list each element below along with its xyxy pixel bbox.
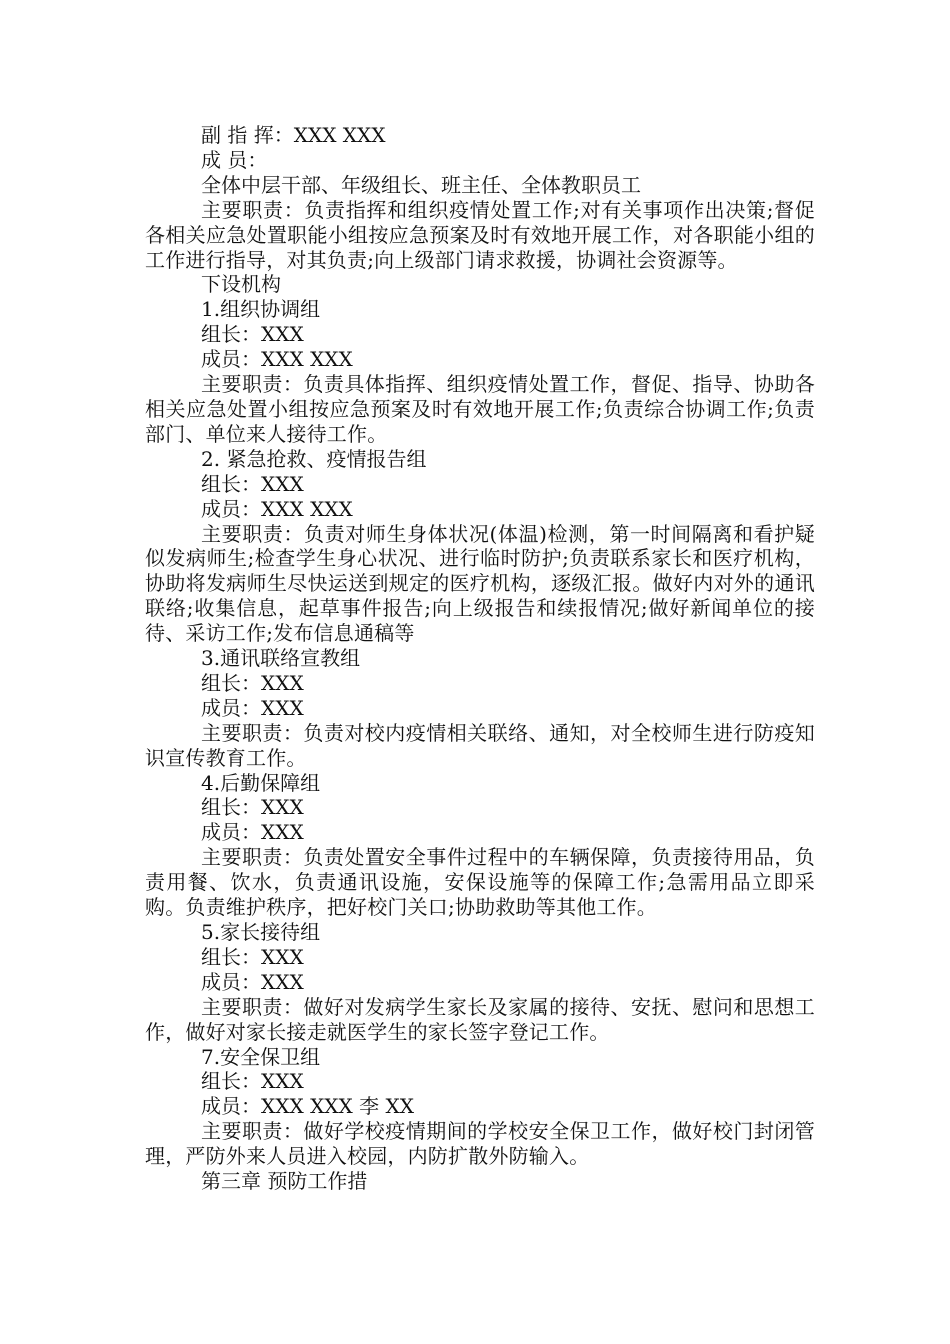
group-members: 成员：XXX: [201, 820, 304, 845]
members-label-line: 成 员：: [201, 147, 268, 172]
group-title: 2. 紧急抢救、疫情报告组: [201, 446, 427, 471]
group-duties: 主要职责：负责处置安全事件过程中的车辆保障，负责接待用品，负责用餐、饮水，负责通讯设施，安保设施等的保障工作;急需用品立即采购。负责维护秩序，把好校门关口;协助救助等其他工作。: [145, 845, 815, 920]
deputy-commander-line: 副 指 挥：XXX XXX: [201, 123, 386, 147]
chapter-heading: 第三章 预防工作措: [201, 1169, 368, 1194]
group-section: [145, 297, 815, 446]
members-list-line: 全体中层干部、年级组长、班主任、全体教职员工: [201, 172, 641, 197]
group-duties: 主要职责：负责对师生身体状况(体温)检测，第一时间隔离和看护疑似发病师生;检查学生身心状况、进行临时防护;负责联系家长和医疗机构，协助将发病师生尽快运送到规定的医疗机构，逐级汇报。做好内对外的通讯联络;收集信息，起草事件报告;向上级报告和续报情况;做好新闻单位的接待、采访工作;发布信息通稿等: [145, 521, 815, 646]
main-duties-paragraph: 主要职责：负责指挥和组织疫情处置工作;对有关事项作出决策;督促各相关应急处置职能小组按应急预案及时有效地开展工作，对各职能小组的工作进行指导，对其负责;向上级部门请求救援，协调社会资源等。: [145, 197, 815, 272]
group-section: [145, 771, 815, 920]
group-section: [145, 646, 815, 771]
group-leader: 组长：XXX: [201, 471, 304, 496]
group-section: [145, 447, 815, 646]
group-duties: 主要职责：负责具体指挥、组织疫情处置工作，督促、指导、协助各相关应急处置小组按应急预案及时有效地开展工作;负责综合协调工作;负责部门、单位来人接待工作。: [145, 372, 815, 446]
group-title: 5.家长接待组: [201, 920, 321, 944]
group-section: [145, 920, 815, 1045]
group-members: 成员：XXX: [201, 969, 304, 994]
group-members: 成员：XXX: [201, 695, 304, 720]
group-members: 成员：XXX XXX: [201, 496, 353, 521]
group-members: 成员：XXX XXX 李 XX: [201, 1094, 414, 1119]
group-members: 成员：XXX XXX: [201, 347, 353, 372]
group-duties: 主要职责：做好学校疫情期间的学校安全保卫工作，做好校门封闭管理，严防外来人员进入校园，内防扩散外防输入。: [145, 1119, 815, 1169]
group-duties: 主要职责：负责对校内疫情相关联络、通知，对全校师生进行防疫知识宣传教育工作。: [145, 720, 815, 770]
group-title: 1.组织协调组: [201, 297, 321, 322]
group-leader: 组长：XXX: [201, 322, 304, 347]
group-leader: 组长：XXX: [201, 944, 304, 969]
group-title: 7.安全保卫组: [201, 1044, 321, 1069]
group-title: 4.后勤保障组: [201, 770, 321, 795]
group-section: [145, 1045, 815, 1170]
subordinate-units-heading: 下设机构: [201, 272, 281, 297]
group-leader: 组长：XXX: [201, 795, 304, 820]
document-body: [145, 123, 815, 1194]
group-leader: 组长：XXX: [201, 1069, 304, 1094]
group-leader: 组长：XXX: [201, 670, 304, 695]
group-duties: 主要职责：做好对发病学生家长及家属的接待、安抚、慰问和思想工作，做好对家长接走就医学生的家长签字登记工作。: [145, 994, 815, 1044]
group-title: 3.通讯联络宣教组: [201, 646, 361, 671]
